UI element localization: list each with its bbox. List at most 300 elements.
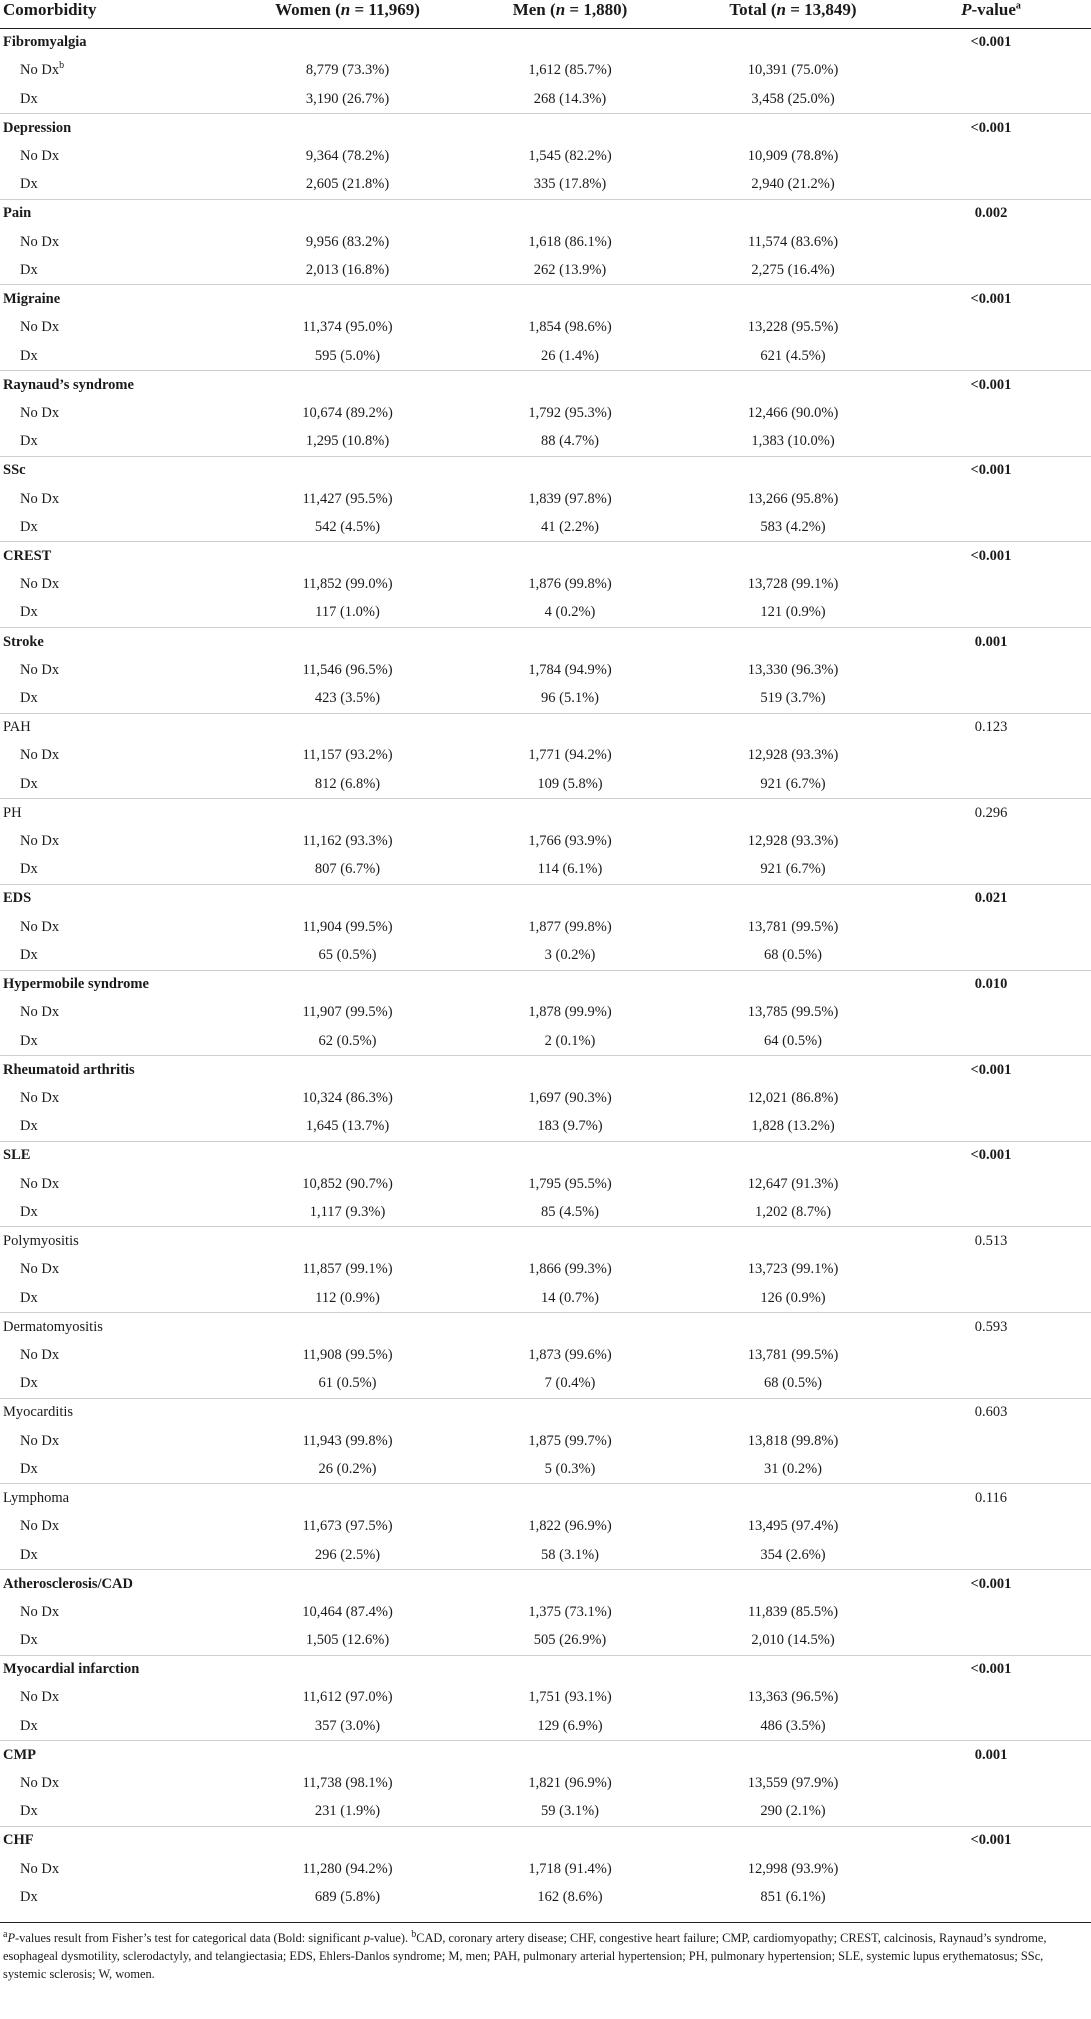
- empty-cell: [465, 456, 675, 485]
- men-value: 1,866 (99.3%): [528, 1261, 612, 1278]
- dx-row: [0, 1027, 1091, 1056]
- men-value: 335 (17.8%): [533, 176, 607, 193]
- total-value: 13,785 (99.5%): [747, 1004, 839, 1021]
- men-value: 58 (3.1%): [541, 1546, 599, 1563]
- row-label: No Dx: [20, 1261, 60, 1278]
- header-women-n-symbol: n: [340, 0, 351, 19]
- empty-cell: [230, 1655, 465, 1684]
- comorbidity-name: Myocarditis: [0, 1398, 230, 1427]
- men-value: 1,873 (99.6%): [528, 1346, 612, 1363]
- row-label: No Dx: [20, 147, 60, 164]
- women-value: 10,852 (90.7%): [302, 1175, 393, 1192]
- women-value: 423 (3.5%): [314, 690, 381, 707]
- empty-cell: [911, 313, 1091, 342]
- men-value: 1,795 (95.5%): [528, 1175, 612, 1192]
- total-value: 11,574 (83.6%): [747, 233, 839, 250]
- women-value: 112 (0.9%): [315, 1289, 380, 1306]
- men-value: 2 (0.1%): [544, 1032, 596, 1049]
- no-dx-label-cell: [0, 1256, 230, 1285]
- women-value: 65 (0.5%): [318, 947, 377, 964]
- row-label: Dx: [20, 90, 38, 107]
- empty-cell: [230, 627, 465, 656]
- total-value: 31 (0.2%): [764, 1460, 822, 1477]
- no-dx-row: [0, 1341, 1091, 1370]
- table-body: [0, 28, 1091, 1912]
- total-value: 121 (0.9%): [760, 604, 826, 621]
- no-dx-row: [0, 1855, 1091, 1884]
- empty-cell: [230, 1570, 465, 1599]
- header-total-eq: =: [785, 0, 805, 19]
- men-value: 7 (0.4%): [544, 1375, 596, 1392]
- empty-cell: [675, 1570, 911, 1599]
- empty-cell: [675, 456, 911, 485]
- empty-cell: [230, 542, 465, 571]
- empty-cell: [230, 713, 465, 742]
- empty-cell: [465, 1398, 675, 1427]
- empty-cell: [465, 1741, 675, 1770]
- footnote-b-marker: b: [411, 1928, 417, 1940]
- row-label: No Dx: [20, 1603, 60, 1620]
- empty-cell: [911, 228, 1091, 257]
- comorbidity-name: Depression: [0, 114, 230, 143]
- empty-cell: [675, 1741, 911, 1770]
- row-label: Dx: [20, 1546, 38, 1563]
- p-value-cell: <0.001: [911, 456, 1091, 485]
- total-value: 10,909 (78.8%): [747, 147, 839, 164]
- no-dx-label-cell: [0, 827, 230, 856]
- empty-cell: [230, 285, 465, 314]
- empty-cell: [911, 1598, 1091, 1627]
- dx-row: [0, 256, 1091, 285]
- dx-label-cell: [0, 85, 230, 114]
- men-value: 1,545 (82.2%): [528, 147, 612, 164]
- total-value: 921 (6.7%): [760, 775, 826, 792]
- dx-label-cell: [0, 1798, 230, 1827]
- empty-cell: [911, 570, 1091, 599]
- table-header: [0, 0, 1091, 28]
- row-label: Dx: [20, 176, 38, 193]
- women-value: 9,956 (83.2%): [305, 233, 390, 250]
- empty-cell: [911, 827, 1091, 856]
- p-value-cell: <0.001: [911, 1141, 1091, 1170]
- empty-cell: [911, 1027, 1091, 1056]
- women-value: 11,907 (99.5%): [302, 1004, 393, 1021]
- dx-row: [0, 513, 1091, 542]
- p-value-cell: <0.001: [911, 1056, 1091, 1085]
- no-dx-label-cell: [0, 1684, 230, 1713]
- total-value: 921 (6.7%): [760, 861, 826, 878]
- no-dx-label-cell: [0, 1084, 230, 1113]
- men-value: 1,375 (73.1%): [528, 1603, 612, 1620]
- no-dx-row: [0, 1256, 1091, 1285]
- comorbidity-name: CMP: [0, 1741, 230, 1770]
- p-value-cell: 0.603: [911, 1398, 1091, 1427]
- dx-row: [0, 856, 1091, 885]
- empty-cell: [465, 970, 675, 999]
- comorbidity-group-row: [0, 456, 1091, 485]
- dx-row: [0, 1284, 1091, 1313]
- empty-cell: [911, 85, 1091, 114]
- empty-cell: [465, 371, 675, 400]
- no-dx-row: [0, 57, 1091, 86]
- empty-cell: [675, 1313, 911, 1342]
- no-dx-row: [0, 913, 1091, 942]
- women-value: 117 (1.0%): [315, 604, 380, 621]
- empty-cell: [911, 685, 1091, 714]
- women-value: 812 (6.8%): [314, 775, 381, 792]
- comorbidity-name: Migraine: [0, 285, 230, 314]
- comorbidity-group-row: [0, 1141, 1091, 1170]
- comorbidity-name: Myocardial infarction: [0, 1655, 230, 1684]
- comorbidity-group-row: [0, 1398, 1091, 1427]
- empty-cell: [911, 1884, 1091, 1913]
- p-value-cell: <0.001: [970, 34, 1012, 51]
- total-value: 68 (0.5%): [764, 947, 822, 964]
- header-men-n: 1,880: [583, 0, 622, 19]
- row-label: Dx: [20, 604, 38, 621]
- comorbidity-name: Hypermobile syndrome: [0, 970, 230, 999]
- no-dx-row: [0, 1427, 1091, 1456]
- men-value: 1,877 (99.8%): [528, 918, 612, 935]
- empty-cell: [465, 1141, 675, 1170]
- women-value: 11,612 (97.0%): [302, 1689, 393, 1706]
- dx-row: [0, 1884, 1091, 1913]
- empty-cell: [911, 656, 1091, 685]
- total-value: 519 (3.7%): [760, 690, 826, 707]
- row-label: No Dx: [20, 1090, 60, 1106]
- empty-cell: [465, 28, 675, 57]
- empty-cell: [465, 627, 675, 656]
- empty-cell: [675, 285, 911, 314]
- dx-label-cell: [0, 1455, 230, 1484]
- dx-label-cell: [0, 171, 230, 200]
- dx-label-cell: [0, 1198, 230, 1227]
- comorbidity-group-row: [0, 1056, 1091, 1085]
- empty-cell: [465, 542, 675, 571]
- p-value-cell: <0.001: [911, 1655, 1091, 1684]
- total-value: 13,781 (99.5%): [747, 918, 839, 935]
- men-value: 14 (0.7%): [541, 1289, 599, 1306]
- dx-label-cell: [0, 1884, 230, 1913]
- dx-row: [0, 1712, 1091, 1741]
- footnote-a-p2: p: [363, 1931, 370, 1946]
- empty-cell: [230, 1056, 465, 1085]
- men-value: 85 (4.5%): [541, 1203, 599, 1220]
- women-value: 807 (6.7%): [314, 861, 381, 878]
- table-footnote: [0, 1922, 1091, 1983]
- women-value: 11,738 (98.1%): [302, 1775, 393, 1792]
- women-value: 11,943 (99.8%): [302, 1432, 393, 1449]
- total-value: 12,998 (93.9%): [747, 1860, 839, 1877]
- empty-cell: [465, 285, 675, 314]
- empty-cell: [675, 199, 911, 228]
- women-value: 10,464 (87.4%): [302, 1603, 393, 1620]
- no-dx-row: [0, 485, 1091, 514]
- empty-cell: [675, 1056, 911, 1085]
- empty-cell: [465, 114, 675, 143]
- total-value: 13,728 (99.1%): [747, 576, 839, 593]
- comorbidity-group-row: [0, 713, 1091, 742]
- row-label: Dx: [20, 947, 38, 964]
- empty-cell: [675, 627, 911, 656]
- row-label: No Dx: [20, 918, 60, 935]
- row-label: No Dx: [20, 404, 60, 421]
- comorbidity-name: Rheumatoid arthritis: [0, 1056, 230, 1085]
- comorbidity-group-row: [0, 199, 1091, 228]
- empty-cell: [675, 1484, 911, 1513]
- comorbidity-name: Polymyositis: [0, 1227, 230, 1256]
- total-value: 583 (4.2%): [760, 518, 826, 535]
- comorbidity-group-row: [0, 970, 1091, 999]
- no-dx-label-cell: [0, 742, 230, 771]
- total-value: 3,458 (25.0%): [751, 90, 835, 107]
- men-value: 1,792 (95.3%): [528, 404, 612, 421]
- women-value: 8,779 (73.3%): [305, 62, 390, 79]
- men-value: 162 (8.6%): [537, 1889, 603, 1906]
- no-dx-row: [0, 399, 1091, 428]
- row-label: Dx: [20, 861, 38, 878]
- empty-cell: [911, 1512, 1091, 1541]
- total-value: 354 (2.6%): [760, 1546, 826, 1563]
- p-value-cell: 0.116: [911, 1484, 1091, 1513]
- no-dx-row: [0, 1684, 1091, 1713]
- header-women-eq: =: [350, 0, 369, 19]
- p-value-cell: 0.001: [911, 1741, 1091, 1770]
- no-dx-label-cell: [0, 57, 230, 86]
- empty-cell: [675, 114, 911, 143]
- men-value: 1,697 (90.3%): [528, 1090, 612, 1106]
- total-value: 1,202 (8.7%): [754, 1203, 832, 1220]
- dx-row: [0, 1541, 1091, 1570]
- total-value: 621 (4.5%): [760, 347, 826, 364]
- no-dx-row: [0, 1084, 1091, 1113]
- dx-label-cell: [0, 1027, 230, 1056]
- comorbidity-group-row: [0, 285, 1091, 314]
- empty-cell: [911, 1627, 1091, 1656]
- header-pvalue-p: P: [961, 0, 972, 19]
- women-value: 10,324 (86.3%): [302, 1090, 393, 1106]
- total-value: 68 (0.5%): [764, 1375, 822, 1392]
- dx-row: [0, 1798, 1091, 1827]
- empty-cell: [911, 1712, 1091, 1741]
- no-dx-label-cell: [0, 570, 230, 599]
- no-dx-label-cell: [0, 485, 230, 514]
- women-value: 26 (0.2%): [318, 1460, 377, 1477]
- dx-label-cell: [0, 1284, 230, 1313]
- row-label: No Dx: [20, 1004, 60, 1021]
- p-value-cell: 0.002: [911, 199, 1091, 228]
- row-label: Dx: [20, 518, 38, 535]
- header-pvalue: [911, 0, 1091, 28]
- row-label: Dx: [20, 261, 38, 278]
- empty-cell: [911, 1198, 1091, 1227]
- row-label: No Dx: [20, 1346, 60, 1363]
- comorbidity-group-row: [0, 1227, 1091, 1256]
- empty-cell: [230, 199, 465, 228]
- dx-row: [0, 685, 1091, 714]
- total-value: 13,723 (99.1%): [747, 1261, 839, 1278]
- row-label: Dx: [20, 1717, 38, 1734]
- dx-row: [0, 1627, 1091, 1656]
- no-dx-label-cell: [0, 1855, 230, 1884]
- comorbidity-group-row: [0, 1313, 1091, 1342]
- empty-cell: [675, 970, 911, 999]
- total-value: 12,021 (86.8%): [747, 1090, 839, 1106]
- row-label: Dx: [20, 1375, 38, 1392]
- empty-cell: [230, 1826, 465, 1855]
- men-value: 129 (6.9%): [537, 1717, 603, 1734]
- men-value: 59 (3.1%): [541, 1803, 599, 1820]
- empty-cell: [465, 799, 675, 828]
- comorbidity-group-row: [0, 371, 1091, 400]
- men-value: 4 (0.2%): [544, 604, 596, 621]
- no-dx-row: [0, 656, 1091, 685]
- empty-cell: [465, 199, 675, 228]
- women-value: 595 (5.0%): [314, 347, 381, 364]
- empty-cell: [675, 28, 911, 57]
- dx-row: [0, 770, 1091, 799]
- p-value-cell: 0.513: [911, 1227, 1091, 1256]
- total-value: 13,228 (95.5%): [747, 319, 839, 336]
- women-value: 1,295 (10.8%): [305, 433, 390, 450]
- row-label: Dx: [20, 775, 38, 792]
- comorbidity-group-row: [0, 1741, 1091, 1770]
- dx-row: [0, 342, 1091, 371]
- dx-row: [0, 1198, 1091, 1227]
- empty-cell: [911, 1427, 1091, 1456]
- dx-label-cell: [0, 342, 230, 371]
- total-value: 1,828 (13.2%): [751, 1118, 835, 1135]
- p-value-cell: <0.001: [911, 542, 1091, 571]
- women-value: 11,546 (96.5%): [302, 661, 393, 678]
- comorbidity-group-row: [0, 1826, 1091, 1855]
- empty-cell: [911, 1769, 1091, 1798]
- empty-cell: [230, 799, 465, 828]
- total-value: 13,559 (97.9%): [747, 1775, 839, 1792]
- empty-cell: [911, 342, 1091, 371]
- empty-cell: [465, 1826, 675, 1855]
- no-dx-label-cell: [0, 1769, 230, 1798]
- dx-label-cell: [0, 1370, 230, 1399]
- comorbidity-group-row: [0, 1655, 1091, 1684]
- p-value-cell: <0.001: [911, 114, 1091, 143]
- empty-cell: [675, 799, 911, 828]
- no-dx-row: [0, 570, 1091, 599]
- men-value: 1,784 (94.9%): [528, 661, 612, 678]
- comorbidity-name: CREST: [0, 542, 230, 571]
- women-value: 2,605 (21.8%): [305, 176, 390, 193]
- empty-cell: [911, 770, 1091, 799]
- header-pvalue-sup: a: [1015, 0, 1021, 12]
- total-value: 1,383 (10.0%): [751, 433, 835, 450]
- men-value: 1,751 (93.1%): [528, 1689, 612, 1706]
- men-value: 88 (4.7%): [541, 433, 599, 450]
- total-value: 290 (2.1%): [760, 1803, 826, 1820]
- comorbidity-group-row: [0, 884, 1091, 913]
- comorbidity-name: SSc: [0, 456, 230, 485]
- empty-cell: [911, 1341, 1091, 1370]
- men-value: 262 (13.9%): [533, 261, 607, 278]
- p-value-cell: <0.001: [911, 371, 1091, 400]
- header-total: Total (n = 13,849): [675, 0, 911, 28]
- empty-cell: [911, 599, 1091, 628]
- row-label: No Dx: [20, 747, 60, 764]
- comorbidity-name: CHF: [0, 1826, 230, 1855]
- women-value: 296 (2.5%): [314, 1546, 381, 1563]
- row-label: Dx: [20, 1632, 38, 1649]
- men-value: 1,771 (94.2%): [528, 747, 612, 764]
- empty-cell: [465, 713, 675, 742]
- no-dx-label-cell: [0, 142, 230, 171]
- empty-cell: [230, 970, 465, 999]
- women-value: 2,013 (16.8%): [305, 261, 390, 278]
- women-value: 1,645 (13.7%): [305, 1118, 390, 1135]
- total-value: 64 (0.5%): [764, 1032, 822, 1049]
- no-dx-row: [0, 999, 1091, 1028]
- no-dx-label-cell: [0, 913, 230, 942]
- no-dx-row: [0, 1512, 1091, 1541]
- header-men-label: Men: [512, 0, 546, 19]
- no-dx-label-cell: [0, 999, 230, 1028]
- header-men: Men (n = 1,880): [465, 0, 675, 28]
- comorbidity-name: Stroke: [0, 627, 230, 656]
- comorbidity-name: Pain: [0, 199, 230, 228]
- total-value: 13,363 (96.5%): [747, 1689, 839, 1706]
- footnote-a-text2: -value).: [369, 1931, 412, 1946]
- header-row: [0, 0, 1091, 28]
- men-value: 1,854 (98.6%): [528, 319, 612, 336]
- dx-label-cell: [0, 428, 230, 457]
- total-value: 12,928 (93.3%): [747, 747, 839, 764]
- women-value: 1,117 (9.3%): [309, 1203, 386, 1220]
- empty-cell: [675, 371, 911, 400]
- footnote-a-p: P: [7, 1931, 16, 1946]
- empty-cell: [911, 1684, 1091, 1713]
- dx-label-cell: [0, 1712, 230, 1741]
- total-value: 2,940 (21.2%): [751, 176, 835, 193]
- total-value: 486 (3.5%): [760, 1717, 826, 1734]
- men-value: 1,875 (99.7%): [528, 1432, 612, 1449]
- comorbidity-group-row: [0, 114, 1091, 143]
- row-label: Dx: [20, 347, 38, 364]
- comorbidity-group-row: [0, 799, 1091, 828]
- row-label: No Dx: [20, 62, 60, 79]
- row-label: Dx: [20, 690, 38, 707]
- empty-cell: [230, 114, 465, 143]
- women-value: 10,674 (89.2%): [302, 404, 393, 421]
- header-total-n-symbol: n: [776, 0, 786, 19]
- women-value: 11,157 (93.2%): [302, 747, 393, 764]
- footnote-a-marker: a: [3, 1928, 8, 1940]
- empty-cell: [230, 1398, 465, 1427]
- women-value: 231 (1.9%): [314, 1803, 381, 1820]
- dx-label-cell: [0, 256, 230, 285]
- p-value-cell: 0.593: [911, 1313, 1091, 1342]
- footnote-a-text: -values result from Fisher’s test for categorical data (Bold: significant: [15, 1931, 364, 1946]
- women-value: 11,908 (99.5%): [302, 1346, 393, 1363]
- dx-row: [0, 1370, 1091, 1399]
- empty-cell: [911, 999, 1091, 1028]
- empty-cell: [911, 1855, 1091, 1884]
- empty-cell: [230, 1141, 465, 1170]
- total-value: 13,781 (99.5%): [747, 1346, 839, 1363]
- men-value: 1,822 (96.9%): [528, 1518, 612, 1535]
- empty-cell: [911, 1170, 1091, 1199]
- men-value: 1,766 (93.9%): [528, 833, 612, 850]
- men-value: 96 (5.1%): [541, 690, 599, 707]
- empty-cell: [911, 256, 1091, 285]
- dx-label-cell: [0, 599, 230, 628]
